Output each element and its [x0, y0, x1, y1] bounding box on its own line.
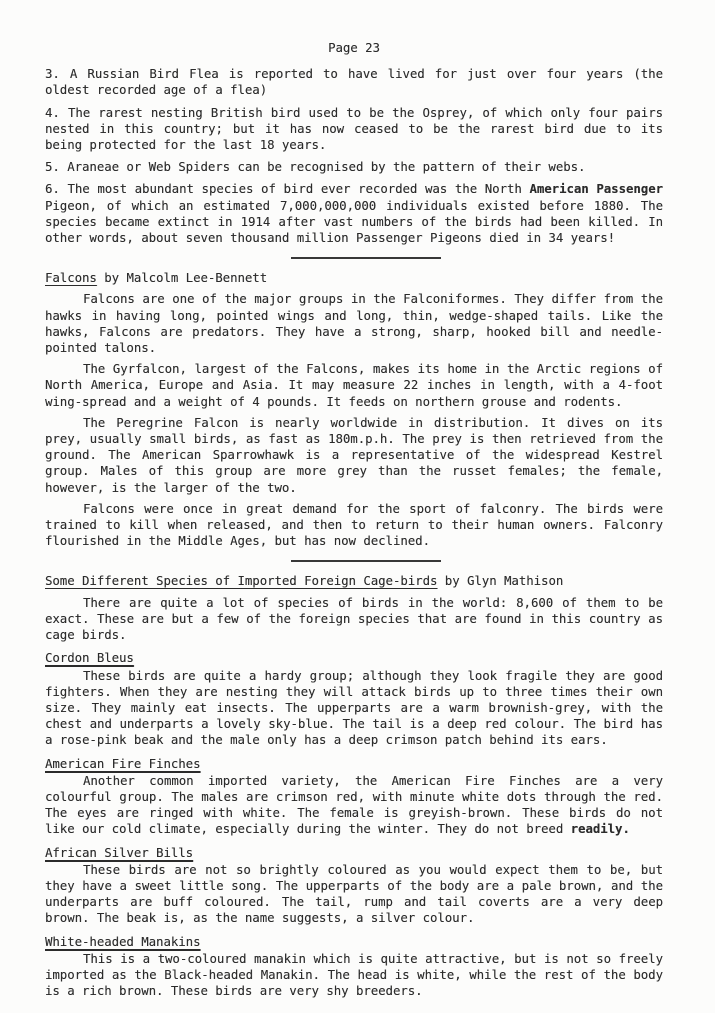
manakins-title: White-headed Manakins: [45, 934, 201, 949]
falcons-paragraph: The Gyrfalcon, largest of the Falcons, makes its home in the Arctic regions of North America, Europe and Asia. It may measure 22 inches in length, with a 4-foot wing-spread and a weight of 4 pounds. It feeds on northern grouse and rodents.: [45, 362, 663, 409]
fact-item-4: 4. The rarest nesting British bird used to be the Osprey, of which only four pairs nested in this country; but it has now ceased to be the rarest bird due to its being protected for the last 18 years.: [45, 105, 663, 153]
fire-finches-paragraph: [45, 773, 663, 838]
cordon-bleus-heading: [45, 650, 663, 666]
fire-finches-emphasis: readily.: [570, 822, 630, 837]
fire-finches-title: American Fire Finches: [45, 756, 201, 771]
page-number: Page 23: [328, 41, 380, 55]
manakins-paragraph: This is a two-coloured manakin which is quite attractive, but is not so freely imported as the Black-headed Manakin. The head is white, while the rest of the body is a rich brown. These birds are very shy breeders.: [45, 951, 663, 999]
falcons-paragraph: Falcons are one of the major groups in the Falconiformes. They differ from the hawks in having long, pointed wings and long, thin, wedge-shaped tails. Like the hawks, Falcons are predators. They have a strong, sharp, hooked bill and needle-pointed talons.: [45, 292, 663, 356]
falcons-paragraph: The Peregrine Falcon is nearly worldwide in distribution. It dives on its prey, usually small birds, as fast as 180m.p.h. The prey is then retrieved from the ground. The American Sparrowhawk is a representative of the widespread Kestrel group. Males of this group are more grey than the russet females; the female, however, is the larger of the two.: [45, 415, 663, 495]
cage-birds-intro: There are quite a lot of species of birds in the world: 8,600 of them to be exact. These are but a few of the foreign species that are found in this country as cage birds.: [45, 595, 663, 643]
falcons-title: Falcons: [45, 271, 97, 286]
falcons-section-heading: [45, 270, 663, 286]
cordon-bleus-paragraph: These birds are quite a hardy group; although they look fragile they are good fighters. When they are nesting they will attack birds up to three times their own size. They mainly eat insects. The upperparts are a warm brownish-grey, with the chest and underparts a lovely sky-blue. The tail is a deep red colour. The bird has a rose-pink beak and the male only has a deep crimson patch behind its ears.: [45, 668, 663, 748]
fact-6-emphasis: American Passenger: [529, 182, 663, 197]
fact-item-5: 5. Araneae or Web Spiders can be recognised by the pattern of their webs.: [45, 160, 586, 175]
cage-birds-byline: by Glyn Mathison: [437, 574, 564, 589]
silver-bills-paragraph: These birds are not so brightly coloured as you would expect them to be, but they have a sweet little song. The upperparts of the body are a pale brown, and the underparts are buff coloured. The tail, rump and tail coverts are a very deep brown. The beak is, as the name suggests, a silver colour.: [45, 862, 663, 926]
fact-item-6: [45, 181, 663, 246]
fire-finches-text: Another common imported variety, the American Fire Finches are a very colourful group. The males are crimson red, with minute white dots through the red. The eyes are ringed with white. The female is greyish-brown. These birds do not like our cold climate, especially during the winter. They do not breed: [45, 773, 663, 837]
cage-birds-section-heading: [45, 573, 663, 589]
fact-6-text: 6. The most abundant species of bird ever recorded was the North: [45, 182, 530, 197]
falcons-byline: by Malcolm Lee-Bennett: [96, 271, 268, 286]
silver-bills-title: African Silver Bills: [45, 845, 194, 860]
cordon-bleus-title: Cordon Bleus: [45, 651, 134, 666]
section-divider: [291, 257, 441, 259]
fact-item-3: 3. A Russian Bird Flea is reported to have lived for just over four years (the oldest recorded age of a flea): [45, 67, 663, 98]
fire-finches-heading: [45, 756, 663, 772]
fact-6-text-cont: Pigeon, of which an estimated 7,000,000,000 individuals existed before 1880. The species became extinct in 1914 after vast numbers of the birds had been killed. In other words, about seven thousand million Passenger Pigeons died in 34 years!: [45, 198, 663, 246]
section-divider: [291, 560, 441, 562]
manakins-heading: [45, 934, 663, 950]
falcons-paragraph: Falcons were once in great demand for the sport of falconry. The birds were trained to kill when released, and then to return to their human owners. Falconry flourished in the Middle Ages, but has now declined.: [45, 501, 663, 549]
silver-bills-heading: [45, 845, 663, 861]
cage-birds-title: Some Different Species of Imported Foreign Cage-birds: [45, 574, 438, 589]
